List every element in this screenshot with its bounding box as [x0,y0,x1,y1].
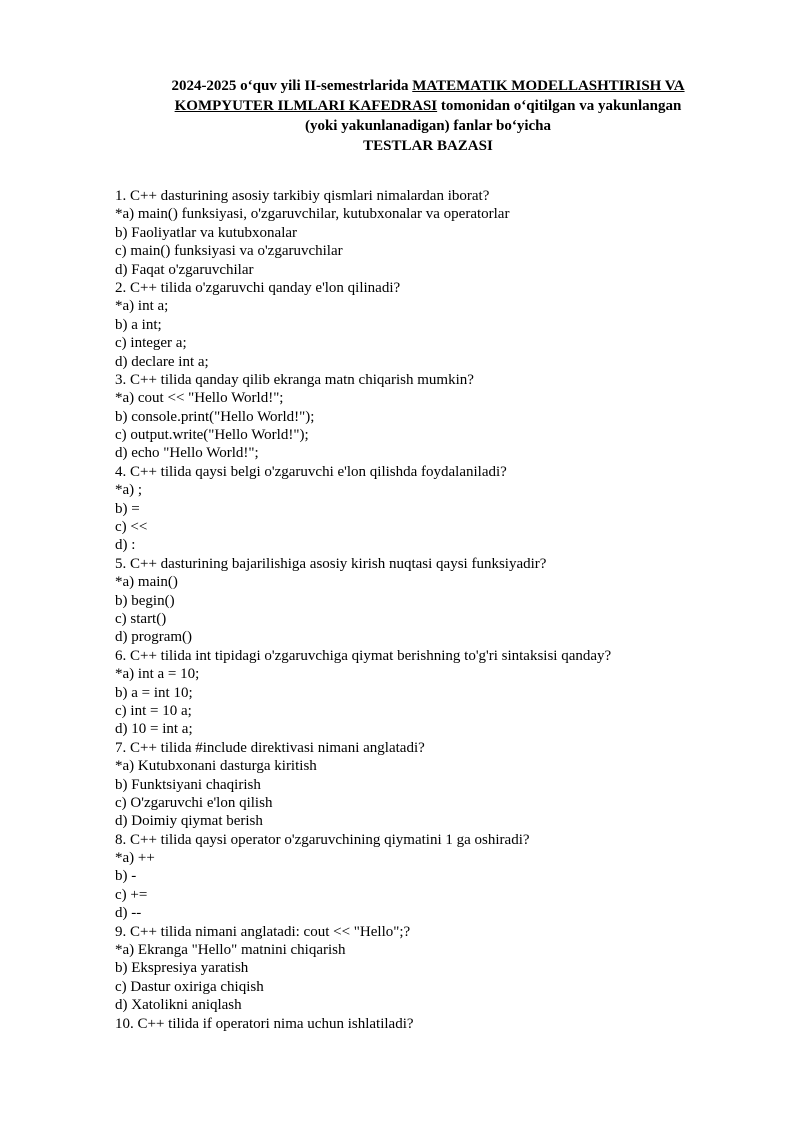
answer-option: c) integer a; [115,335,187,352]
question-text: 9. C++ tilida nimani anglatadi: cout << "Hello";? [115,923,411,940]
answer-option: c) += [115,886,148,903]
answer-option: c) int = 10 a; [115,702,192,719]
answer-option: d) 10 = int a; [115,721,193,738]
answer-option: b) begin() [115,592,175,609]
question-text: 4. C++ tilida qaysi belgi o'zgaruvchi e'lon qilishda foydalaniladi? [115,463,507,480]
header-line-2 [100,96,756,116]
answer-option: d) Xatolikni aniqlash [115,997,242,1014]
test-questions-list [115,187,755,1033]
correct-answer-option: *a) main() [115,574,178,591]
answer-option: d) -- [115,905,142,922]
correct-answer-option: *a) ++ [115,850,155,867]
answer-option: c) << [115,519,148,536]
answer-option: d) Faqat o'zgaruvchilar [115,261,254,278]
answer-option: b) Faoliyatlar va kutubxonalar [115,224,298,241]
answer-option: b) = [115,500,140,517]
correct-answer-option: *a) int a = 10; [115,666,200,683]
correct-answer-option: *a) ; [115,482,143,499]
question-text: 7. C++ tilida #include direktivasi nimani anglatadi? [115,739,425,756]
answer-option: b) a int; [115,316,162,333]
department-name-part-2: KOMPYUTER ILMLARI KAFEDRASI [174,98,438,114]
answer-option: c) start() [115,610,167,627]
correct-answer-option: *a) Kutubxonani dasturga kiritish [115,758,317,775]
answer-option: d) Doimiy qiymat berish [115,813,263,830]
document-title: TESTLAR BAZASI [363,138,493,154]
answer-option: d) declare int a; [115,353,209,370]
question-text: 5. C++ dasturining bajarilishiga asosiy kirish nuqtasi qaysi funksiyadir? [115,555,547,572]
correct-answer-option: *a) cout << "Hello World!"; [115,390,284,407]
answer-option: c) output.write("Hello World!"); [115,427,309,444]
answer-option: d) : [115,537,136,554]
question-text: 10. C++ tilida if operatori nima uchun ishlatiladi? [115,1015,414,1032]
answer-option: b) Funktsiyani chaqirish [115,776,261,793]
question-text: 8. C++ tilida qaysi operator o'zgaruvchining qiymatini 1 ga oshiradi? [115,831,530,848]
answer-option: b) a = int 10; [115,684,193,701]
header-line-3: (yoki yakunlanadigan) fanlar bo‘yicha [304,118,552,134]
answer-option: b) Ekspresiya yaratish [115,960,249,977]
answer-option: b) console.print("Hello World!"); [115,408,315,425]
answer-option: d) program() [115,629,193,646]
document-header [100,76,756,156]
header-line-1-text: 2024-2025 o‘quv yili II-semestrlarida [171,78,413,94]
correct-answer-option: *a) main() funksiyasi, o'zgaruvchilar, kutubxonalar va operatorlar [115,206,510,223]
question-text: 6. C++ tilida int tipidagi o'zgaruvchiga qiymat berishning to'g'ri sintaksisi qanday? [115,647,612,664]
department-name-part-1: MATEMATIK MODELLASHTIRISH VA [412,78,685,94]
question-text: 2. C++ tilida o'zgaruvchi qanday e'lon qilinadi? [115,279,401,296]
question-text: 3. C++ tilida qanday qilib ekranga matn chiqarish mumkin? [115,371,474,388]
answer-option: c) O'zgaruvchi e'lon qilish [115,794,273,811]
correct-answer-option: *a) int a; [115,298,169,315]
correct-answer-option: *a) Ekranga "Hello" matnini chiqarish [115,942,346,959]
answer-option: c) Dastur oxiriga chiqish [115,978,264,995]
header-line-1 [100,76,756,96]
header-line-2-text: tomonidan o‘qitilgan va yakunlangan [437,98,682,114]
answer-option: b) - [115,868,137,885]
question-text: 1. C++ dasturining asosiy tarkibiy qismlari nimalardan iborat? [115,188,490,204]
answer-option: d) echo "Hello World!"; [115,445,259,462]
answer-option: c) main() funksiyasi va o'zgaruvchilar [115,243,343,260]
